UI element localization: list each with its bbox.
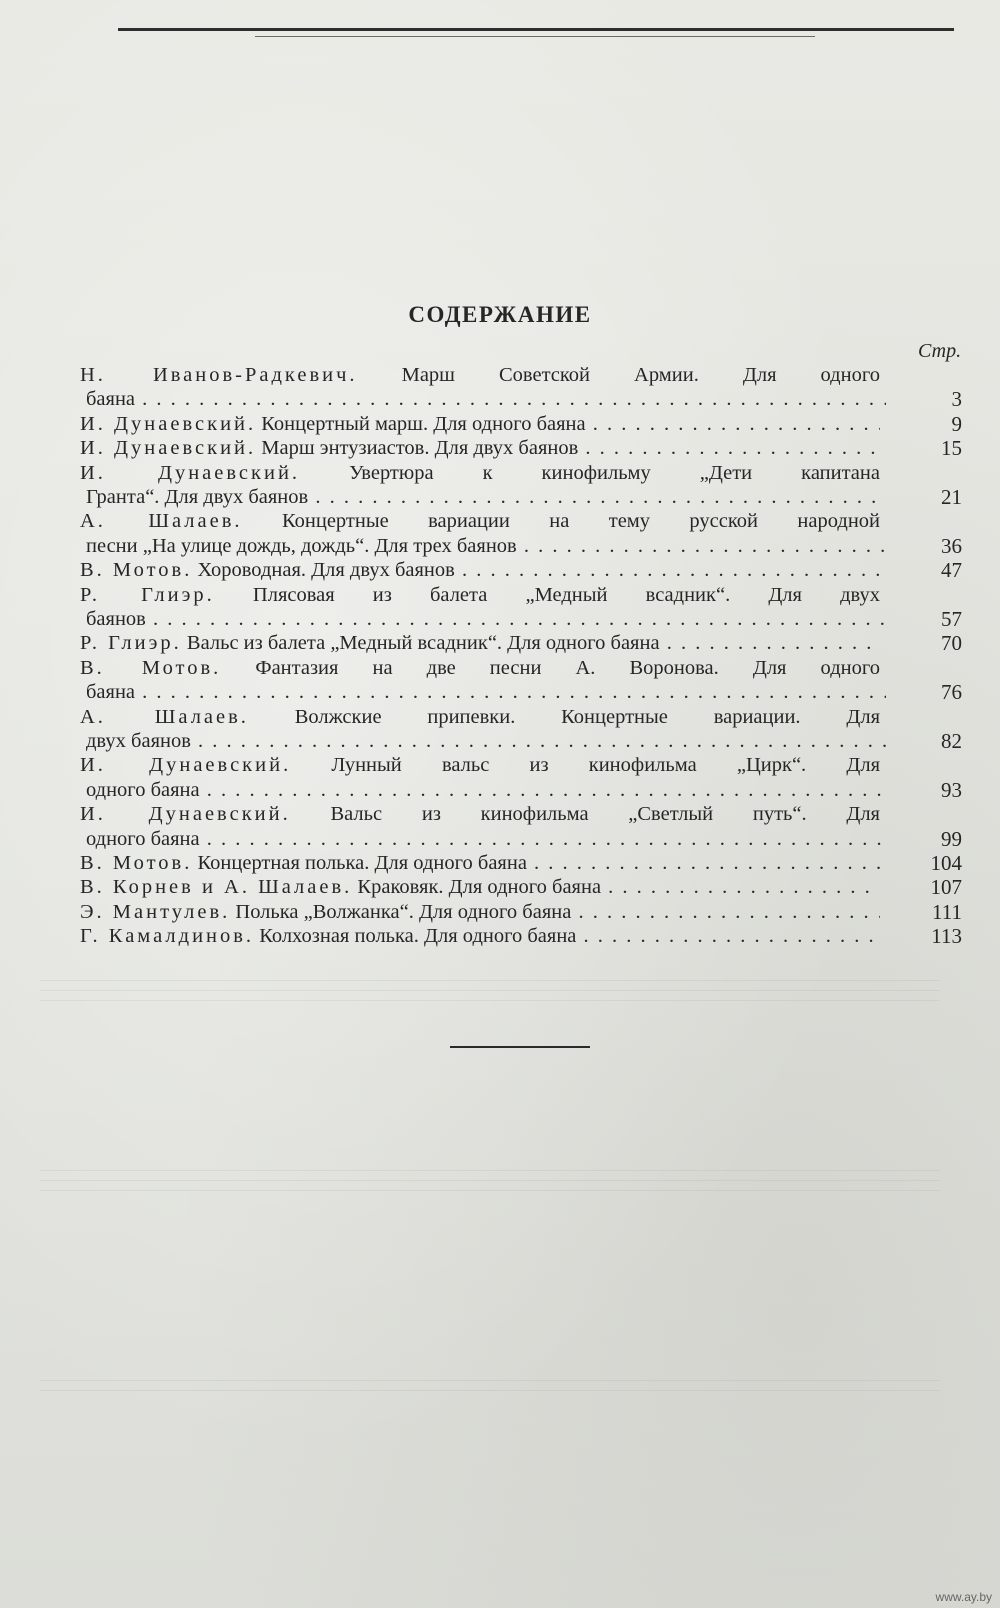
toc-author: Н. Иванов-Радкевич. bbox=[80, 364, 358, 386]
toc-author: Р. Глиэр. bbox=[80, 632, 182, 655]
toc-entry-line bbox=[80, 412, 880, 436]
toc-title: одного баяна bbox=[86, 827, 200, 850]
toc-author: И. Дунаевский. bbox=[80, 437, 257, 460]
toc-entry-line bbox=[80, 461, 880, 485]
toc-author: Э. Мантулев. bbox=[80, 900, 231, 923]
toc-entry-line bbox=[80, 631, 880, 655]
toc-entry-line bbox=[80, 534, 886, 558]
toc-page-number: 113 bbox=[931, 924, 962, 949]
toc-title: Концертные вариации на тему русской народной bbox=[281, 510, 880, 533]
toc-title: Хороводная. Для двух баянов bbox=[197, 559, 455, 582]
toc-page-number: 36 bbox=[941, 533, 962, 558]
toc-title: Марш Советской Армии. Для одного bbox=[401, 364, 880, 386]
toc-entry-line bbox=[80, 875, 880, 899]
toc-title: одного баяна bbox=[86, 778, 200, 801]
toc-page-number: 47 bbox=[941, 558, 962, 583]
toc-entry-line bbox=[80, 558, 880, 582]
toc-title: Гранта“. Для двух баянов bbox=[86, 486, 309, 508]
toc-title: Концертная полька. Для одного баяна bbox=[197, 852, 527, 874]
toc-page-number: 76 bbox=[941, 680, 962, 705]
toc-title: Колхозная полька. Для одного баяна bbox=[259, 925, 577, 948]
toc-author: В. Корнев и А. Шалаев. bbox=[80, 876, 353, 899]
toc-author: В. Мотов. bbox=[80, 852, 193, 874]
toc-title: Вальс из кинофильма „Светлый путь“. Для bbox=[330, 803, 880, 826]
toc-entry-line bbox=[80, 607, 886, 631]
toc-author: И. Дунаевский. bbox=[80, 461, 301, 484]
toc-entry-line bbox=[80, 924, 880, 948]
page-column-label: Стр. bbox=[918, 340, 962, 362]
toc-title: Фантазия на две песни А. Воронова. Для одного bbox=[255, 656, 880, 679]
toc-title: Плясовая из балета „Медный всадник“. Для двух bbox=[252, 583, 880, 606]
toc-page-number: 15 bbox=[941, 436, 962, 461]
toc-author: И. Дунаевский. bbox=[80, 412, 257, 435]
toc-author: Р. Глиэр. bbox=[80, 583, 215, 606]
toc-entry-line bbox=[80, 387, 886, 411]
toc-author: И. Дунаевский. bbox=[80, 803, 291, 826]
toc-page-number: 70 bbox=[941, 631, 962, 656]
toc-author: В. Мотов. bbox=[80, 656, 222, 679]
toc-entry-line bbox=[80, 900, 880, 924]
toc-entry-line bbox=[80, 509, 880, 533]
toc-title: Увертюра к кинофильму „Дети капитана bbox=[349, 461, 880, 484]
toc-entry-line bbox=[80, 363, 880, 387]
toc-entry-line bbox=[80, 851, 880, 875]
toc-page-number: 111 bbox=[932, 899, 962, 924]
toc-title: Вальс из балета „Медный всадник“. Для одного баяна bbox=[186, 632, 660, 655]
toc-page-number: 93 bbox=[941, 777, 962, 802]
toc-page-number: 3 bbox=[951, 387, 962, 412]
toc-entry-line bbox=[80, 705, 880, 729]
toc-entry-line bbox=[80, 778, 886, 802]
toc-entry-line bbox=[80, 802, 880, 826]
toc-title: баянов bbox=[86, 608, 146, 630]
toc-title: баяна bbox=[86, 681, 136, 704]
toc-author: А. Шалаев. bbox=[80, 510, 243, 533]
toc-title: Полька „Волжанка“. Для одного баяна bbox=[235, 900, 572, 923]
toc-entry-line bbox=[80, 583, 880, 607]
toc-title: баяна bbox=[86, 388, 136, 411]
toc-title: Волжские припевки. Концертные вариации. Для bbox=[294, 705, 880, 728]
toc-author: А. Шалаев. bbox=[80, 705, 249, 728]
watermark: www.ay.by bbox=[935, 1590, 992, 1604]
toc-entry-line bbox=[80, 485, 886, 509]
toc-page-number: 99 bbox=[941, 826, 962, 851]
toc-page-number: 82 bbox=[941, 729, 962, 753]
toc-title: Краковяк. Для одного баяна bbox=[357, 876, 602, 899]
toc-author: Г. Камалдинов. bbox=[80, 925, 255, 948]
toc-entry-line bbox=[80, 729, 886, 753]
toc-page-number: 57 bbox=[941, 607, 962, 631]
toc-page-number: 104 bbox=[930, 851, 962, 875]
toc-entry-line bbox=[80, 827, 886, 851]
toc-entry-line bbox=[80, 753, 880, 777]
table-of-contents bbox=[80, 0, 960, 1608]
toc-entry-line bbox=[80, 656, 880, 680]
toc-page-number: 107 bbox=[930, 875, 962, 900]
toc-title: песни „На улице дождь, дождь“. Для трех баянов bbox=[86, 534, 517, 557]
toc-title: Концертный марш. Для одного баяна bbox=[261, 412, 586, 435]
toc-entry-line bbox=[80, 680, 886, 704]
toc-author: И. Дунаевский. bbox=[80, 754, 292, 777]
toc-title: Марш энтузиастов. Для двух баянов bbox=[261, 437, 579, 460]
toc-title: двух баянов bbox=[86, 730, 191, 752]
toc-title: Лунный вальс из кинофильма „Цирк“. Для bbox=[331, 754, 880, 777]
toc-author: В. Мотов. bbox=[80, 559, 193, 582]
contents-heading: СОДЕРЖАНИЕ bbox=[408, 302, 592, 327]
toc-page-number: 9 bbox=[951, 411, 962, 436]
bottom-rule bbox=[450, 1046, 590, 1048]
toc-entry-line bbox=[80, 436, 880, 460]
toc-page-number: 21 bbox=[941, 485, 962, 509]
